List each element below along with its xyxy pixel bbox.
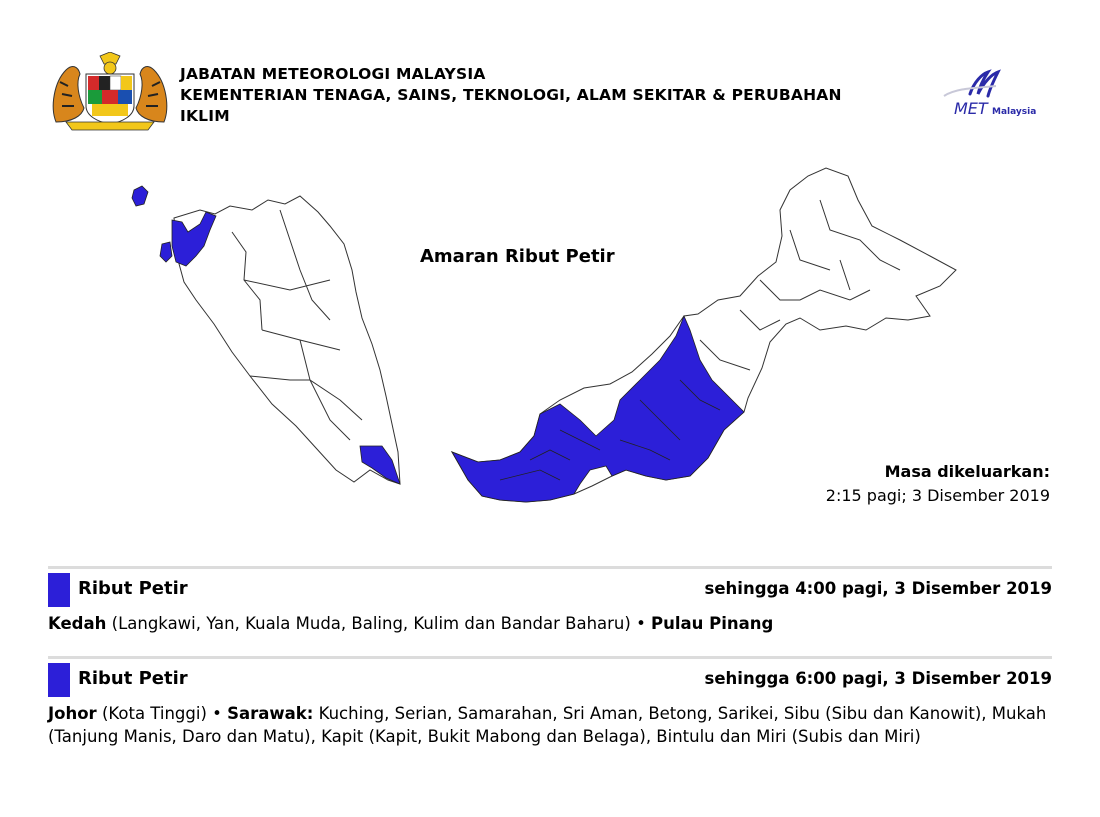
warning-section-1 [48,566,1052,646]
warning-area-langkawi [132,186,148,206]
state-areas: (Kota Tinggi) • [96,704,228,723]
state-areas: Kuching, Serian, Samarahan, Sri Aman, Betong, Sarikei, Sibu (Sibu dan Kanowit), Mukah (Tanjung Manis, Daro dan Matu), Kapit (Kapit, Bukit Mabong dan Belaga), Bintulu dan Miri (Subis dan Miri) [48,704,1047,746]
warning-color-marker [48,663,70,697]
met-logo-text: MET [954,99,988,118]
state-name: Pulau Pinang [651,614,774,633]
state-name: Johor [48,704,97,723]
header [48,52,1052,136]
met-malaysia-logo [936,68,1046,120]
warning-areas [48,612,1052,635]
state-name: Sarawak: [227,704,314,723]
state-name: Kedah [48,614,107,633]
warning-valid-until: sehingga 6:00 pagi, 3 Disember 2019 [704,669,1052,688]
issued-time: 2:15 pagi; 3 Disember 2019 [825,486,1050,505]
agency-line-1: JABATAN METEOROLOGI MALAYSIA [180,65,486,83]
warning-valid-until: sehingga 4:00 pagi, 3 Disember 2019 [704,579,1052,598]
issued-label: Masa dikeluarkan: [884,462,1050,481]
agency-line-3: IKLIM [180,107,230,125]
warning-title: Ribut Petir [78,668,188,689]
coat-of-arms-logo [48,52,172,132]
warning-areas [48,702,1052,748]
warning-title: Ribut Petir [78,578,188,599]
divider [48,566,1052,569]
divider [48,656,1052,659]
agency-line-2: KEMENTERIAN TENAGA, SAINS, TEKNOLOGI, ALAM SEKITAR & PERUBAHAN [180,86,842,104]
warning-color-marker [48,573,70,607]
warning-section-2 [48,656,1052,776]
peninsular-malaysia [174,196,400,484]
agency-name [180,64,842,127]
malaysia-logo-text: Malaysia [992,107,1037,117]
warning-area-pulau-pinang [160,242,172,262]
issued-time-block [826,460,1050,508]
state-areas: (Langkawi, Yan, Kuala Muda, Baling, Kulim dan Bandar Baharu) • [106,614,652,633]
map-title: Amaran Ribut Petir [420,246,615,267]
